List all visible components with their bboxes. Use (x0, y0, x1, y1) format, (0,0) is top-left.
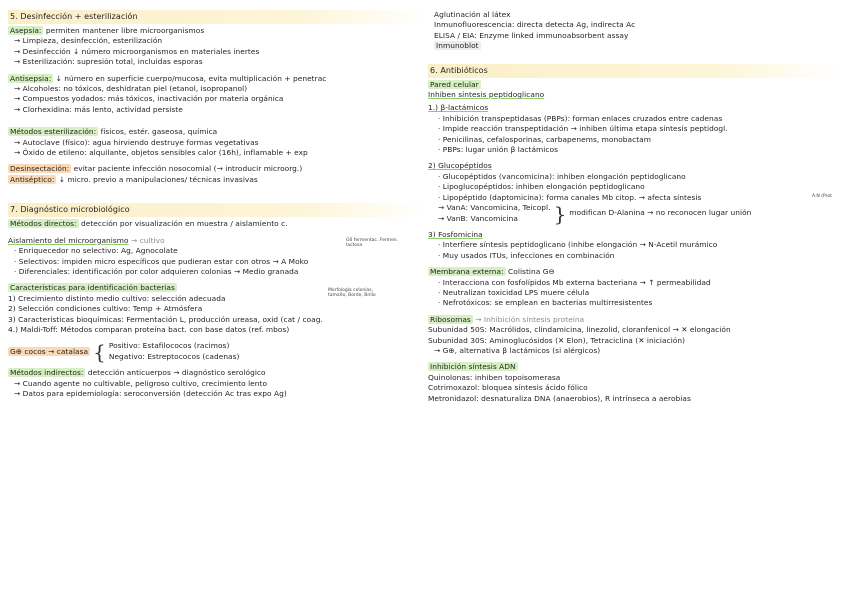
desinsectacion-label: Desinsectación: (10, 164, 70, 174)
fosfo-label: 3) Fosfomicina (428, 229, 483, 239)
gp-cocos-label: G⊕ cocos → catalasa (10, 346, 89, 356)
antisepsia-text: ↓ número en superficie cuerpo/mucosa, evita multiplicación + penetrac (53, 73, 327, 83)
memb-item: · Nefrotóxicos: se emplean en bacterias multirresistentes (438, 298, 653, 308)
betalact-item: · PBPs: lugar unión β lactámicos (438, 145, 558, 155)
section-6-title: 6. Antibióticos (428, 64, 840, 78)
pared-line (428, 80, 840, 90)
section-7-title: 7. Diagnóstico microbiológico (8, 203, 426, 217)
aislamiento-suffix: → cultivo (128, 235, 165, 245)
betalact-item: · Impide reacción transpeptidación → inhiben última etapa síntesis peptidogl. (438, 124, 728, 134)
memb-label: Membrana externa: (430, 267, 504, 277)
asepsia-text: permiten mantener libre microorganismos (43, 26, 205, 35)
betalact-label: 1.) β-lactámicos (428, 103, 489, 113)
brace-icon: } (553, 201, 567, 226)
diag-item: ELISA / EIA: Enzyme linked immunoabsorbent assay (434, 30, 629, 40)
pared-sub-text: Inhiben síntesis peptidoglicano (428, 90, 545, 100)
ribo-item: Subunidad 30S: Aminoglucósidos (✕ Elon), Tetraciclina (✕ iniciación) (428, 335, 686, 345)
indirectos-item: → Cuando agente no cultivable, peligroso cultivo, crecimiento lento (14, 378, 268, 388)
memb-text: Colistina G⊖ (505, 267, 555, 277)
van-result: modifican D-Alanina → no reconocen lugar unión (569, 208, 752, 218)
caract-item: 2) Selección condiciones cultivo: Temp + Atmósfera (8, 304, 203, 314)
metodos-text: físicos, estér. gaseosa, química (98, 127, 218, 137)
asepsia-label: Asepsia: (10, 26, 42, 35)
adn-label: Inhibición síntesis ADN (430, 362, 516, 372)
metodos-label: Métodos esterilización: (10, 127, 97, 137)
betalact-item: · Inhibición transpeptidasas (PBPs): forman enlaces cruzados entre cadenas (438, 113, 723, 123)
pared-label: Pared celular (430, 79, 479, 89)
inmunoblot-label: Inmunoblot (436, 41, 479, 51)
aislamiento-item: · Selectivos: impiden micro específicos que pudieran estar con otros → A Moko (14, 256, 309, 266)
antiseptico-line (8, 175, 426, 185)
gram-positive-block (8, 341, 426, 362)
van-list (438, 203, 551, 224)
metodos-line (8, 127, 426, 137)
brace-icon: { (93, 339, 106, 364)
asepsia-item: → Limpieza, desinfección, esterilización (14, 36, 163, 46)
diag-item (428, 41, 840, 51)
diag-item: Inmunofluorescencia: directa detecta Ag, indirecta Ac (434, 20, 636, 30)
ribo-label: Ribosomas (430, 314, 471, 324)
directos-label: Métodos directos: (10, 219, 77, 229)
indirectos-line (8, 368, 426, 378)
ribo-suffix: → Inhibición síntesis proteína (472, 314, 585, 324)
asepsia-item: → Esterilización: supresión total, incluidas esporas (14, 57, 203, 67)
aislamiento-item: · Diferenciales: identificación por color adquieren colonias → Medio granada (14, 266, 299, 276)
gluco-item: · Lipopéptido (daptomicina): forma canales Mb citop. → afecta síntesis (438, 192, 702, 202)
antisepsia-line (8, 74, 426, 84)
directos-line (8, 219, 426, 229)
adn-item: Cotrimoxazol: bloquea síntesis ácido fólico (428, 383, 588, 393)
memb-item: · Interacciona con fosfolípidos Mb externa bacteriana → ↑ permeabilidad (438, 277, 711, 287)
aislamiento-label: Aislamiento del microorganismo (8, 235, 129, 245)
gluco-item: · Lipoglucopéptidos: inhiben elongación peptidoglicano (438, 182, 645, 192)
gp-options (109, 341, 240, 362)
indirectos-label: Métodos indirectos: (10, 368, 84, 378)
caract-item: 4.) Maldi-Toff: Métodos comparan proteína bact. con base datos (ref. mbos) (8, 324, 290, 334)
gp-negative: Negativo: Estreptococos (cadenas) (108, 351, 240, 361)
van-item: → VanA: Vancomicina, Teicopl. (438, 203, 551, 213)
antiseptico-label: Antiséptico: (10, 174, 55, 184)
antisepsia-item: → Compuestos yodados: más tóxicos, inactivación por materia orgánica (14, 94, 284, 104)
antisepsia-item: → Clorhexidina: más lento, actividad persiste (14, 104, 183, 114)
caract-item: 3) Características bioquímicas: Fermentación L, producción ureasa, oxid (cat / coag. (8, 314, 323, 324)
pared-sub (428, 90, 840, 100)
gluco-note: A.N (Prot (812, 193, 832, 199)
fosfo-line (428, 230, 840, 240)
asepsia-line (8, 26, 426, 36)
caract-item: 1) Crecimiento distinto medio cultivo: selección adecuada (8, 293, 226, 303)
metodos-item: → Autoclave (físico): agua hirviendo destruye formas vegetativas (14, 137, 259, 147)
fosfo-item: · Interfiere síntesis peptidoglicano (inhibe elongación → N-Acetil murámico (438, 240, 718, 250)
section-5-title: 5. Desinfección + esterilización (8, 10, 426, 24)
antisepsia-item: → Alcoholes: no tóxicos, deshidratan piel (etanol, isopropanol) (14, 84, 248, 94)
adn-line (428, 362, 840, 372)
right-column (428, 10, 840, 404)
ribo-line (428, 315, 840, 325)
adn-item: Quinolonas: inhiben topoisomerasa (428, 372, 561, 382)
desinsectacion-text: evitar paciente infección nosocomial (→ introducir microorg.) (71, 164, 303, 174)
gluco-line (428, 161, 840, 171)
gluco-label: 2) Glucopéptidos (428, 161, 492, 171)
gp-positive: Positivo: Estafilococos (racimos) (108, 341, 230, 351)
gp-cocos (8, 347, 90, 357)
betalact-line (428, 103, 840, 113)
asepsia-item: → Desinfección ↓ número microorganismos en materiales inertes (14, 46, 260, 56)
caract-note: Morfología colonias, tamaño, Borde, Brillo (328, 287, 376, 298)
caract-label: Características para identificación bacterias (10, 283, 175, 293)
metodos-item: → Óxido de etileno: alquilante, objetos sensibles calor (16h), inflamable + exp (14, 148, 308, 158)
memb-item: · Neutralizan toxicidad LPS muere célula (438, 287, 590, 297)
antiseptico-text: ↓ micro. previo a manipulaciones/ técnicas invasivas (56, 174, 258, 184)
left-column (8, 10, 426, 399)
van-block (428, 203, 840, 224)
desinsectacion-line (8, 164, 426, 174)
van-item: → VanB: Vancomicina (438, 213, 518, 223)
antisepsia-label: Antisepsia: (10, 73, 52, 83)
indirectos-item: → Datos para epidemiología: seroconversión (detección Ac tras expo Ag) (14, 388, 287, 398)
aislamiento-item: · Enriquecedor no selectivo: Ag, Agnocolate (14, 246, 178, 256)
ribo-item: Subunidad 50S: Macrólidos, clindamicina, linezolid, cloranfenicol → ✕ elongación (428, 325, 731, 335)
gluco-item: · Glucopéptidos (vancomicina): inhiben elongación peptidoglicano (438, 171, 686, 181)
directos-text: detección por visualización en muestra / aislamiento c. (78, 219, 288, 229)
memb-line (428, 267, 840, 277)
fosfo-item: · Muy usados ITUs, infecciones en combinación (438, 250, 615, 260)
betalact-item: · Penicilinas, cefalosporinas, carbapenems, monobactam (438, 134, 652, 144)
gluco-list (428, 172, 840, 203)
indirectos-text: detección anticuerpos → diagnóstico serológico (85, 368, 266, 378)
aislamiento-note: G0 fermentac. Fermen. lactosa (346, 238, 399, 249)
ribo-item: → G⊕, alternativa β lactámicos (si alérgicos) (434, 345, 601, 355)
adn-item: Metronidazol: desnaturaliza DNA (anaerobios), R intrínseca a aerobias (428, 393, 691, 403)
diag-item: Aglutinación al látex (434, 10, 511, 19)
